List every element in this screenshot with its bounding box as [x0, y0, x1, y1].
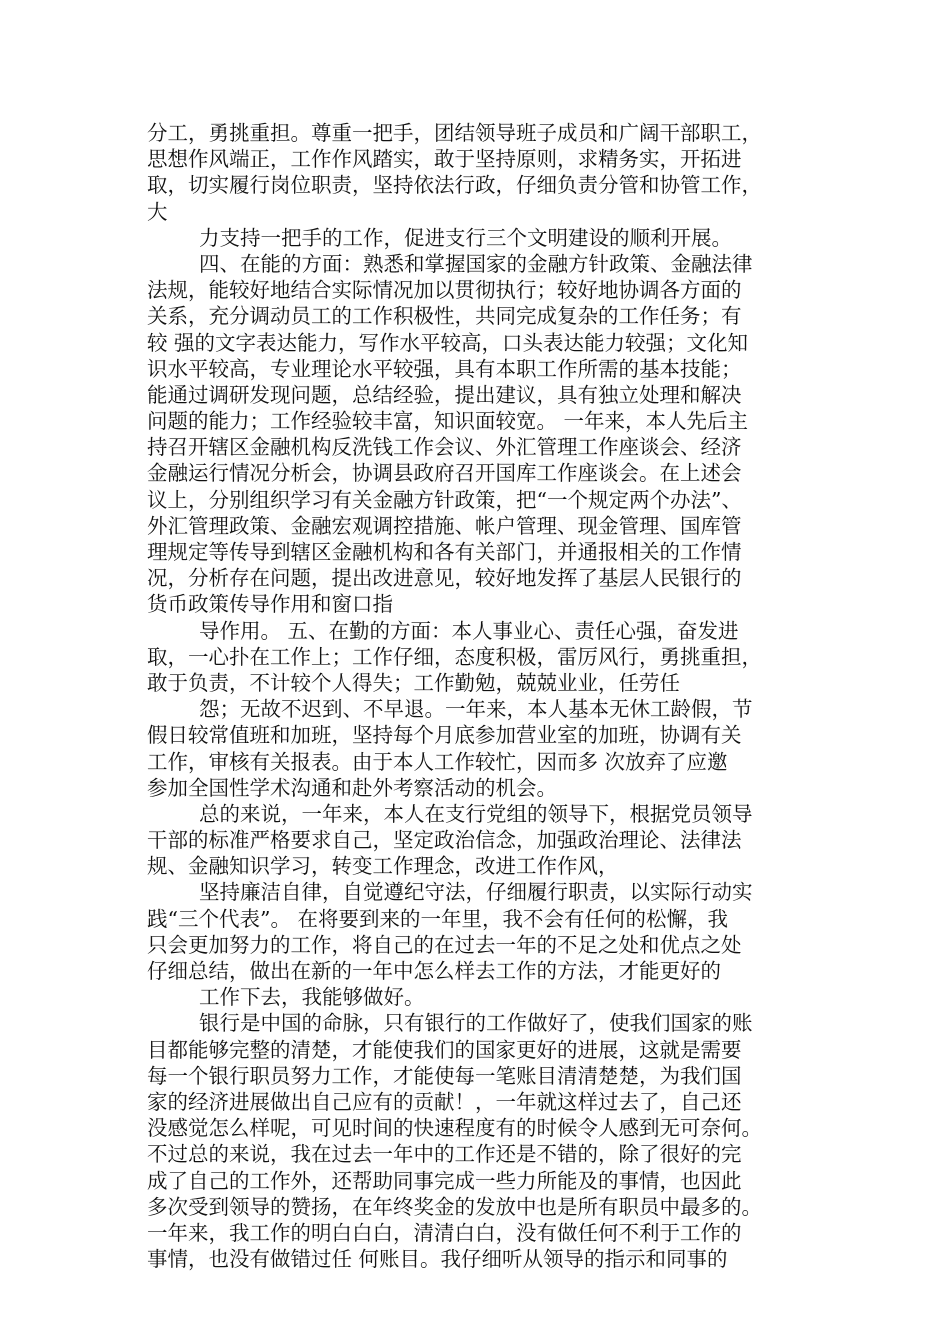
text-line: 金融运行情况分析会，协调县政府召开国库工作座谈会。在上述会	[147, 461, 742, 486]
text-line: 怨；无故不迟到、不早退。一年来，本人基本无休工龄假，节	[199, 697, 753, 722]
text-line: 没感觉怎么样呢，可见时间的快速程度有的时候令人感到无可奈何。	[147, 1116, 762, 1141]
text-line: 分工，勇挑重担。尊重一把手，团结领导班子成员和广阔干部职工，	[147, 121, 762, 145]
text-line: 大	[147, 199, 168, 224]
text-line: 理规定等传导到辖区金融机构和各有关部门，并通报相关的工作情	[147, 540, 742, 564]
text-line: 规、金融知识学习，转变工作理念，改进工作作风，	[147, 854, 619, 879]
text-line: 敢于负责，不计较个人得失；工作勤勉，兢兢业业，任劳任	[147, 670, 680, 695]
text-line: 能通过调研发现问题，总结经验，提出建议，具有独立处理和解决	[147, 382, 742, 407]
text-line: 法规，能较好地结合实际情况加以贯彻执行；较好地协调各方面的	[147, 278, 742, 303]
text-line: 目都能够完整的清楚，才能使我们的国家更好的进展，这就是需要	[147, 1037, 742, 1062]
text-line: 坚持廉洁自律，自觉遵纪守法，仔细履行职责，以实际行动实	[199, 880, 753, 905]
text-line: 多次受到领导的赞扬，在年终奖金的发放中也是所有职员中最多的。	[147, 1194, 762, 1219]
text-line: 成了自己的工作外，还帮助同事完成一些力所能及的事情，也因此	[147, 1168, 742, 1193]
text-line: 假日较常值班和加班，坚持每个月底参加营业室的加班，协调有关	[147, 723, 742, 748]
text-line: 力支持一把手的工作，促进支行三个文明建设的顺利开展。	[199, 225, 732, 250]
text-line: 较 强的文字表达能力，写作水平较高，口头表达能力较强；文化知	[147, 330, 749, 355]
text-line: 事情，也没有做错过任 何账目。我仔细听从领导的指示和同事的	[147, 1247, 728, 1272]
text-line: 况，分析存在问题，提出改进意见，较好地发挥了基层人民银行的	[147, 566, 742, 591]
text-line: 关系，充分调动员工的工作积极性，共同完成复杂的工作任务；有	[147, 304, 742, 329]
text-line: 仔细总结，做出在新的一年中怎么样去工作的方法，才能更好的	[147, 959, 721, 983]
text-line: 参加全国性学术沟通和赴外考察活动的机会。	[147, 775, 557, 800]
text-line: 导作用。 五、在勤的方面：本人事业心、责任心强，奋发进	[199, 618, 739, 643]
text-line: 每一个银行职员努力工作，才能使每一笔账目清清楚楚，为我们国	[147, 1063, 742, 1088]
text-line: 一年来，我工作的明白白白，清清白白，没有做任何不利于工作的	[147, 1220, 742, 1245]
text-line: 识水平较高，专业理论水平较强，具有本职工作所需的基本技能；	[147, 356, 742, 381]
text-line: 四、在能的方面：熟悉和掌握国家的金融方针政策、金融法律	[199, 251, 753, 276]
text-line: 外汇管理政策、金融宏观调控措施、帐户管理、现金管理、国库管	[147, 513, 742, 538]
text-line: 干部的标准严格要求自己，坚定政治信念，加强政治理论、法律法	[147, 828, 742, 853]
text-line: 家的经济进展做出自己应有的贡献！，一年就这样过去了，自己还	[147, 1089, 742, 1114]
text-line: 工作下去，我能够做好。	[199, 985, 425, 1010]
text-line: 工作，审核有关报表。由于本人工作较忙，因而多 次放弃了应邀	[147, 749, 728, 774]
document-body	[147, 120, 817, 1272]
text-line: 践“三个代表”。 在将要到来的一年里，我不会有任何的松懈，我	[147, 906, 728, 931]
text-line: 总的来说，一年来，本人在支行党组的领导下，根据党员领导	[199, 801, 753, 826]
text-line: 不过总的来说，我在过去一年中的工作还是不错的，除了很好的完	[147, 1142, 742, 1167]
text-line: 持召开辖区金融机构反洗钱工作会议、外汇管理工作座谈会、经济	[147, 435, 742, 460]
text-line: 议上，分别组织学习有关金融方针政策，把“一个规定两个办法”、	[147, 487, 742, 512]
text-line: 取，切实履行岗位职责，坚持依法行政，仔细负责分管和协管工作，	[147, 173, 762, 198]
text-line: 只会更加努力的工作，将自己的在过去一年的不足之处和优点之处	[147, 932, 742, 957]
text-line: 思想作风端正，工作作风踏实，敢于坚持原则，求精务实，开拓进	[147, 147, 742, 172]
text-line: 取，一心扑在工作上；工作仔细，态度积极，雷厉风行，勇挑重担，	[147, 644, 762, 669]
text-line: 问题的能力；工作经验较丰富，知识面较宽。 一年来，本人先后主	[147, 409, 749, 434]
text-line: 银行是中国的命脉，只有银行的工作做好了，使我们国家的账	[199, 1011, 753, 1036]
text-line: 货币政策传导作用和窗口指	[147, 592, 393, 617]
